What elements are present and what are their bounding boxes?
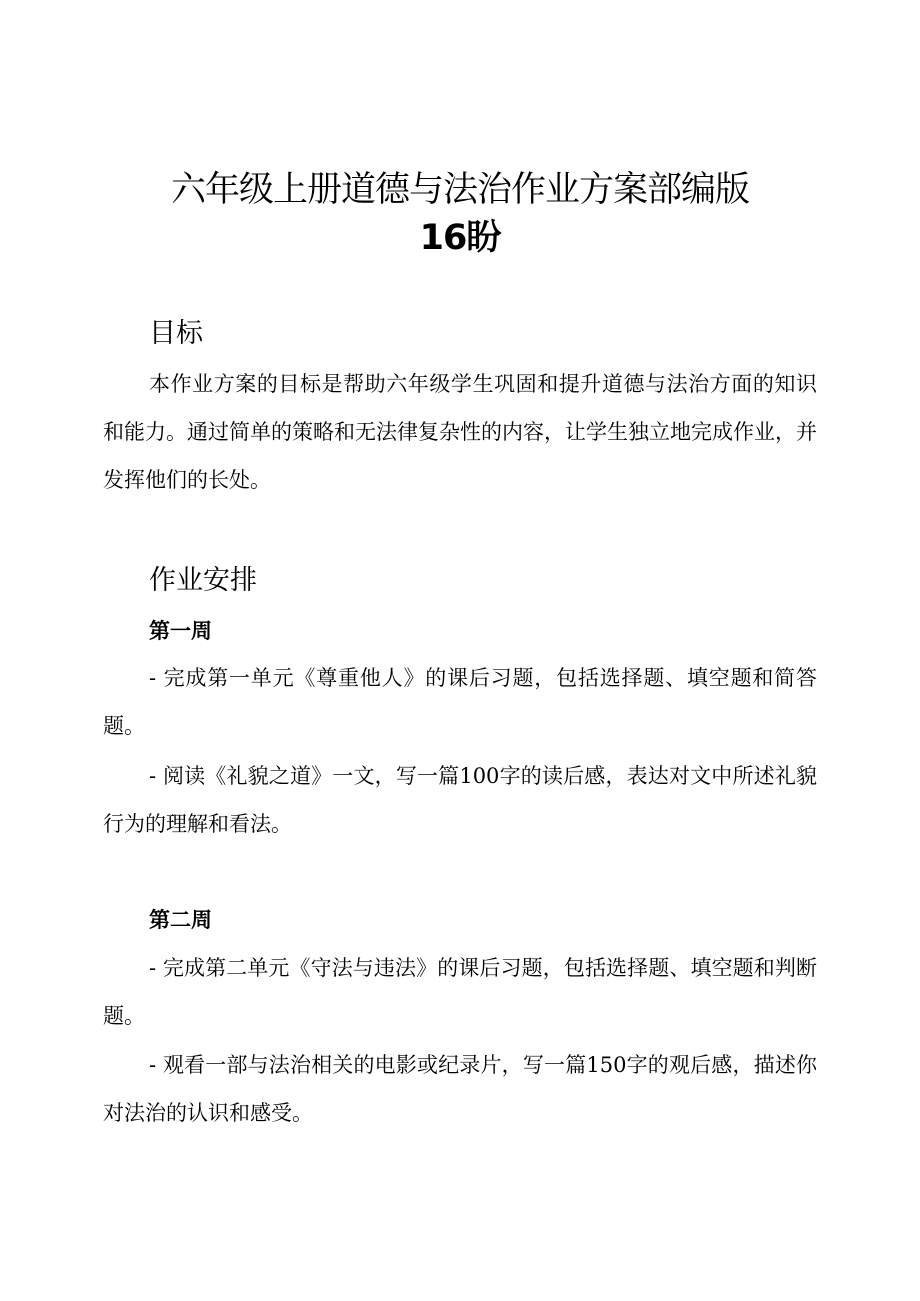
document-title: 六年级上册道德与法治作业方案部编版 xyxy=(170,170,749,210)
week1-item-2: - 阅读《礼貌之道》一文，写一篇100字的读后感，表达对文中所述礼貌行为的理解和看法。 xyxy=(103,764,817,836)
week1-label: 第一周 xyxy=(149,619,212,643)
document-title-suffix: 16盼 xyxy=(419,218,501,258)
week2-item-1: - 完成第二单元《守法与违法》的课后习题，包括选择题、填空题和判断题。 xyxy=(103,956,817,1028)
goal-paragraph: 本作业方案的目标是帮助六年级学生巩固和提升道德与法治方面的知识和能力。通过简单的策略和无法律复杂性的内容，让学生独立地完成作业，并发挥他们的长处。 xyxy=(103,372,817,492)
section-heading-schedule: 作业安排 xyxy=(149,565,257,596)
week1-item-1: - 完成第一单元《尊重他人》的课后习题，包括选择题、填空题和简答题。 xyxy=(103,666,817,738)
week2-label: 第二周 xyxy=(149,908,212,932)
week2-item-2: - 观看一部与法治相关的电影或纪录片，写一篇150字的观后感，描述你对法治的认识和感受。 xyxy=(103,1053,817,1125)
section-heading-goal: 目标 xyxy=(149,318,203,349)
